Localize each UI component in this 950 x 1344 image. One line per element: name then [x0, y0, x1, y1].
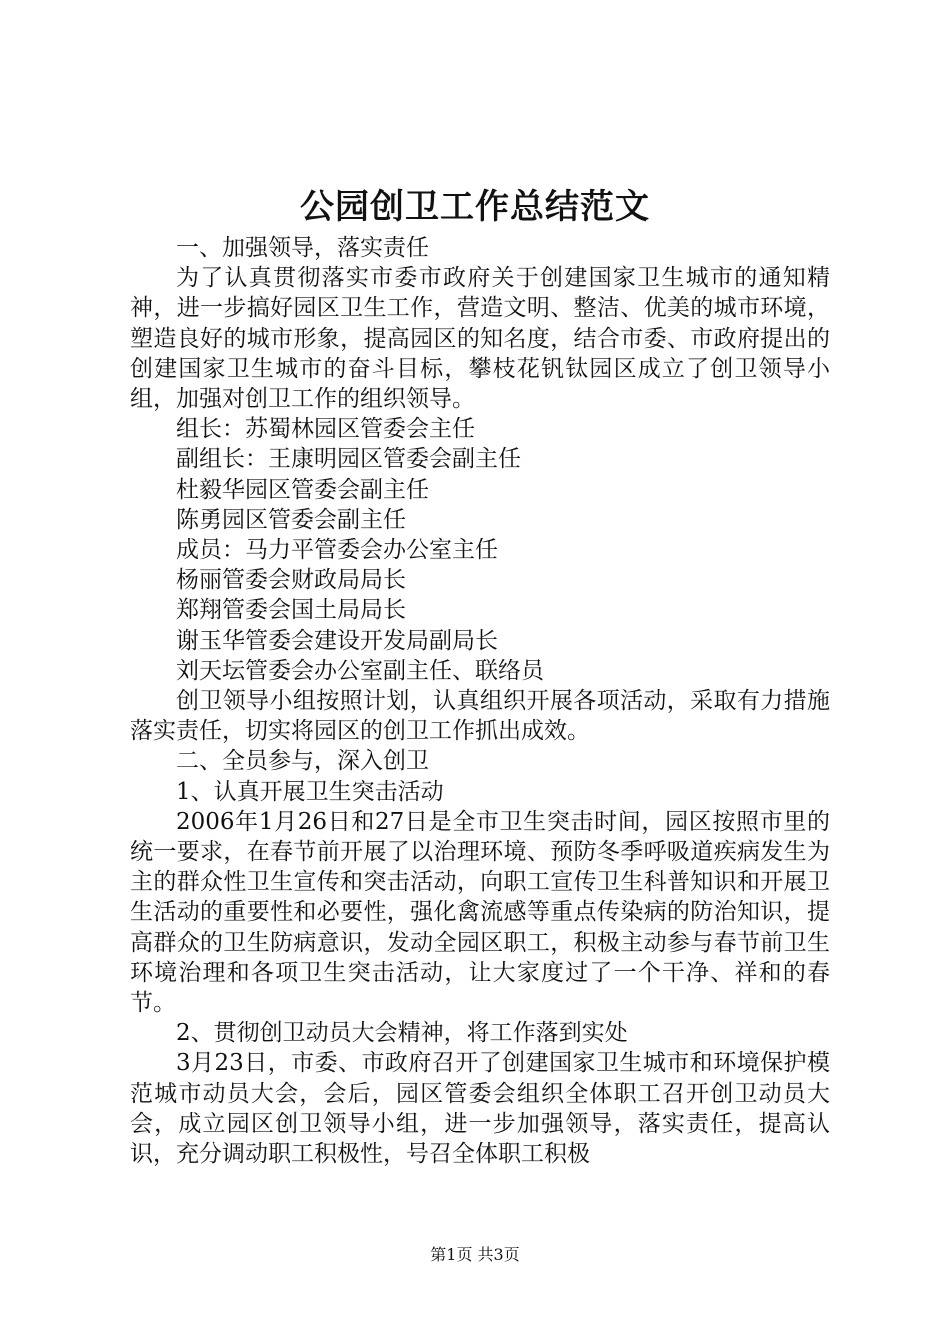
member-line: 杜毅华园区管委会副主任 [176, 476, 429, 503]
member-line: 郑翔管委会国土局局长 [176, 597, 406, 624]
member-line: 谢玉华管委会建设开发局副局长 [176, 627, 498, 654]
section-heading: 一、加强领导，落实责任 [176, 235, 429, 261]
subsection-heading: 2、贯彻创卫动员大会精神，将工作落到实处 [176, 1020, 628, 1047]
paragraph: 为了认真贯彻落实市委市政府关于创建国家卫生城市的通知精神，进一步搞好园区卫生工作，营造文明、整洁、优美的城市环境，塑造良好的城市形象，提高园区的知名度，结合市委、市政府提出的创建国家卫生城市的奋斗目标，攀枝花钒钛园区成立了创卫领导小组，加强对创卫工作的组织领导。 [130, 265, 830, 413]
paragraph: 创卫领导小组按照计划，认真组织开展各项活动，采取有力措施落实责任，切实将园区的创卫工作抓出成效。 [130, 688, 830, 745]
member-line: 刘天坛管委会办公室副主任、联络员 [176, 657, 544, 684]
subsection-heading: 1、认真开展卫生突击活动 [176, 778, 444, 805]
paragraph: 2006年1月26日和27日是全市卫生突击时间，园区按照市里的统一要求，在春节前开展了以治理环境、预防冬季呼吸道疾病发生为主的群众性卫生宣传和突击活动，向职工宣传卫生科普知识和开展卫生活动的重要性和必要性，强化禽流感等重点传染病的防治知识，提高群众的卫生防病意识，发动全园区职工，积极主动参与春节前卫生环境治理和各项卫生突击活动，让大家度过了一个干净、祥和的春节。 [130, 808, 830, 1017]
section-heading: 二、全员参与，深入创卫 [176, 748, 429, 775]
page-footer: 第1页 共3页 [430, 1245, 520, 1264]
member-line: 陈勇园区管委会副主任 [176, 506, 406, 533]
paragraph: 3月23日，市委、市政府召开了创建国家卫生城市和环境保护模范城市动员大会，会后，园区管委会组织全体职工召开创卫动员大会，成立园区创卫领导小组，进一步加强领导，落实责任，提高认识，充分调动职工积极性，号召全体职工积极 [130, 1050, 830, 1168]
member-line: 副组长：王康明园区管委会副主任 [176, 446, 521, 473]
document-body [130, 233, 830, 1169]
member-line: 杨丽管委会财政局局长 [176, 567, 406, 594]
member-line: 成员：马力平管委会办公室主任 [176, 537, 498, 564]
document-title: 公园创卫工作总结范文 [300, 187, 650, 227]
member-line: 组长：苏蜀林园区管委会主任 [176, 416, 475, 443]
